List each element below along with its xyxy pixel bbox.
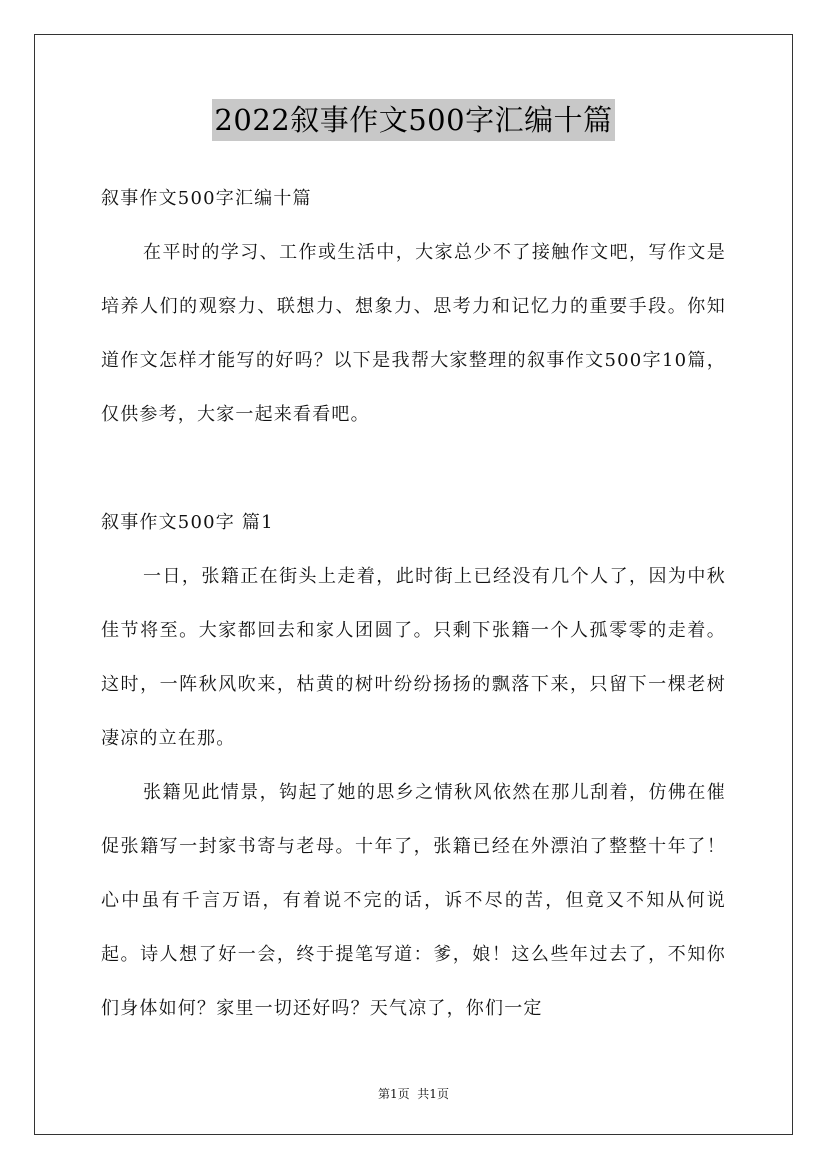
body-paragraph-2: 张籍见此情景，钩起了她的思乡之情秋风依然在那儿刮着，仿佛在催促张籍写一封家书寄与老母。十年了，张籍已经在外漂泊了整整十年了！心中虽有千言万语，有着说不完的话，诉不尽的苦，但竟又不知从何说起。诗人想了好一会，终于提笔写道：爹，娘！这么些年过去了，不知你们身体如何？家里一切还好吗？天气凉了，你们一定 [101,782,726,1019]
title-container [0,99,827,141]
document-title: 2022叙事作文500字汇编十篇 [212,99,614,141]
intro-paragraph: 在平时的学习、工作或生活中，大家总少不了接触作文吧，写作文是培养人们的观察力、联想力、想象力、思考力和记忆力的重要手段。你知道作文怎样才能写的好吗？以下是我帮大家整理的叙事作文500字10篇，仅供参考，大家一起来看看吧。 [101,242,726,425]
page-number: 第1页 共1页 [378,1087,449,1101]
document-subtitle: 叙事作文500字汇编十篇 [101,188,312,209]
section-heading: 叙事作文500字 篇1 [101,512,274,533]
document-body [101,172,726,1036]
body-paragraph-1: 一日，张籍正在街头上走着，此时街上已经没有几个人了，因为中秋佳节将至。大家都回去和家人团圆了。只剩下张籍一个人孤零零的走着。这时，一阵秋风吹来，枯黄的树叶纷纷扬扬的飘落下来，只留下一棵老树凄凉的立在那。 [101,566,726,749]
page-footer [0,1085,827,1102]
